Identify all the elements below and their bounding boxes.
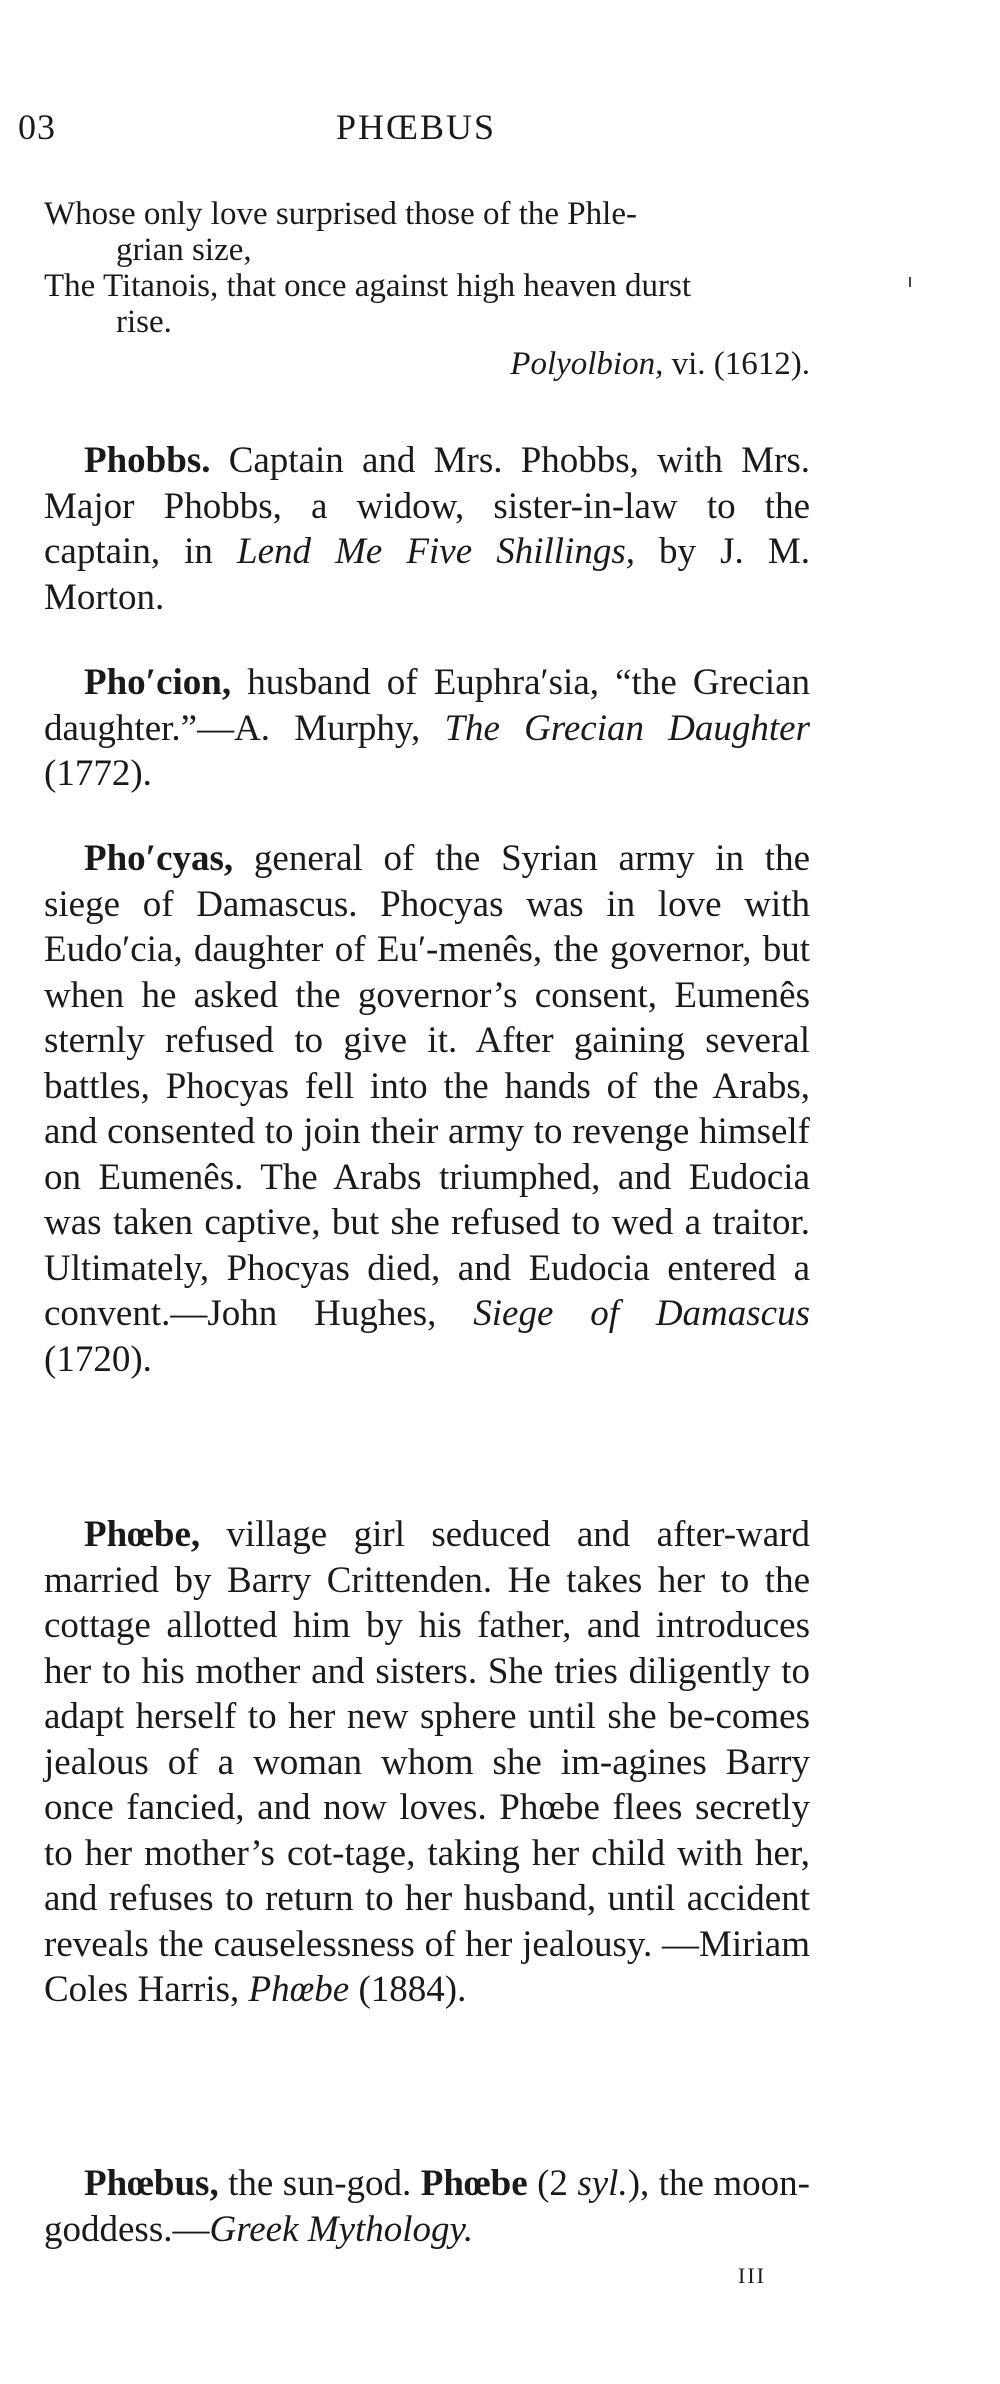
entry-phoebe	[44, 1512, 810, 2013]
entry-text: husband of Euphra′sia, “the Grecian daughter.”—A. Murphy,	[44, 662, 810, 749]
page-header	[0, 106, 1000, 152]
verse-line-2-continuation: rise.	[116, 304, 172, 340]
entry-phocyas	[44, 836, 810, 1382]
work-title: Greek Mythology.	[209, 2208, 474, 2250]
abbreviation: syl.	[577, 2163, 628, 2204]
page-number: 03	[18, 107, 56, 147]
entry-phocion	[44, 660, 810, 797]
entry-phoebus	[44, 2161, 810, 2252]
stray-ink-mark	[909, 277, 911, 287]
work-title: Siege of Damascus	[473, 1293, 810, 1334]
running-head: PHŒBUS	[336, 107, 497, 147]
entry-text: (1772).	[44, 753, 152, 794]
entry-text: (1720).	[44, 1338, 152, 1380]
work-title: Lend Me Five Shillings,	[237, 531, 635, 572]
headword: Pho′cyas,	[84, 838, 234, 879]
verse-quotation	[44, 196, 810, 382]
headword: Phœbe,	[84, 1514, 201, 1555]
entry-text: village girl seduced and after-ward married by Barry Crittenden. He takes her to the cottage allotted him by his father, and introduces her to his mother and sisters. She tries diligently to adapt herself to her new sphere until she be-comes jealous of a woman whom she im-agines Barry once fancied, and now loves. Phœbe flees secretly to her mother’s cot-tage, taking her child with her, and refuses to return to her husband, until accident reveals the causelessness of her jealousy. —Miriam Coles Harris,	[44, 1514, 810, 2010]
verse-line-2: The Titanois, that once against high heaven durst	[44, 268, 692, 304]
work-title: The Grecian Daughter	[444, 707, 810, 749]
entry-text: (1884).	[349, 1969, 467, 2010]
headword-secondary: Phœbe	[420, 2163, 528, 2204]
work-title: Phœbe	[248, 1969, 350, 2010]
entry-phobbs	[44, 438, 810, 620]
entry-text: Captain and Mrs. Phobbs, with Mrs. Major Phobbs, a widow, sister-in-law to the captain, in	[44, 440, 810, 572]
headword: Phobbs.	[84, 440, 211, 481]
headword: Phœbus,	[84, 2163, 219, 2204]
entry-text: general of the Syrian army in the siege of Damascus. Phocyas was in love with Eudo′cia, daughter of Eu′-menês, the governor, but when he asked the governor’s consent, Eumenês sternly refused to give it. After gaining several battles, Phocyas fell into the hands of the Arabs, and consented to join their army to revenge himself on Eumenês. The Arabs triumphed, and Eudocia was taken captive, but she refused to wed a traitor. Ultimately, Phocyas died, and Eudocia entered a convent.—John Hughes,	[44, 838, 810, 1334]
signature-mark: III	[738, 2263, 766, 2288]
quotation-source	[44, 346, 810, 382]
verse-line-1: Whose only love surprised those of the Phle-	[44, 196, 637, 232]
entry-text: (2	[527, 2163, 578, 2204]
entry-text: the sun-god.	[218, 2163, 421, 2204]
headword: Pho′cion,	[84, 662, 232, 703]
entry-text: ), the moon-goddess.—	[44, 2163, 810, 2250]
entry-text: by J. M. Morton.	[44, 531, 810, 618]
verse-line-1-continuation: grian size,	[116, 232, 252, 268]
source-title: Polyolbion,	[510, 346, 664, 382]
source-reference: vi. (1612).	[663, 346, 810, 382]
